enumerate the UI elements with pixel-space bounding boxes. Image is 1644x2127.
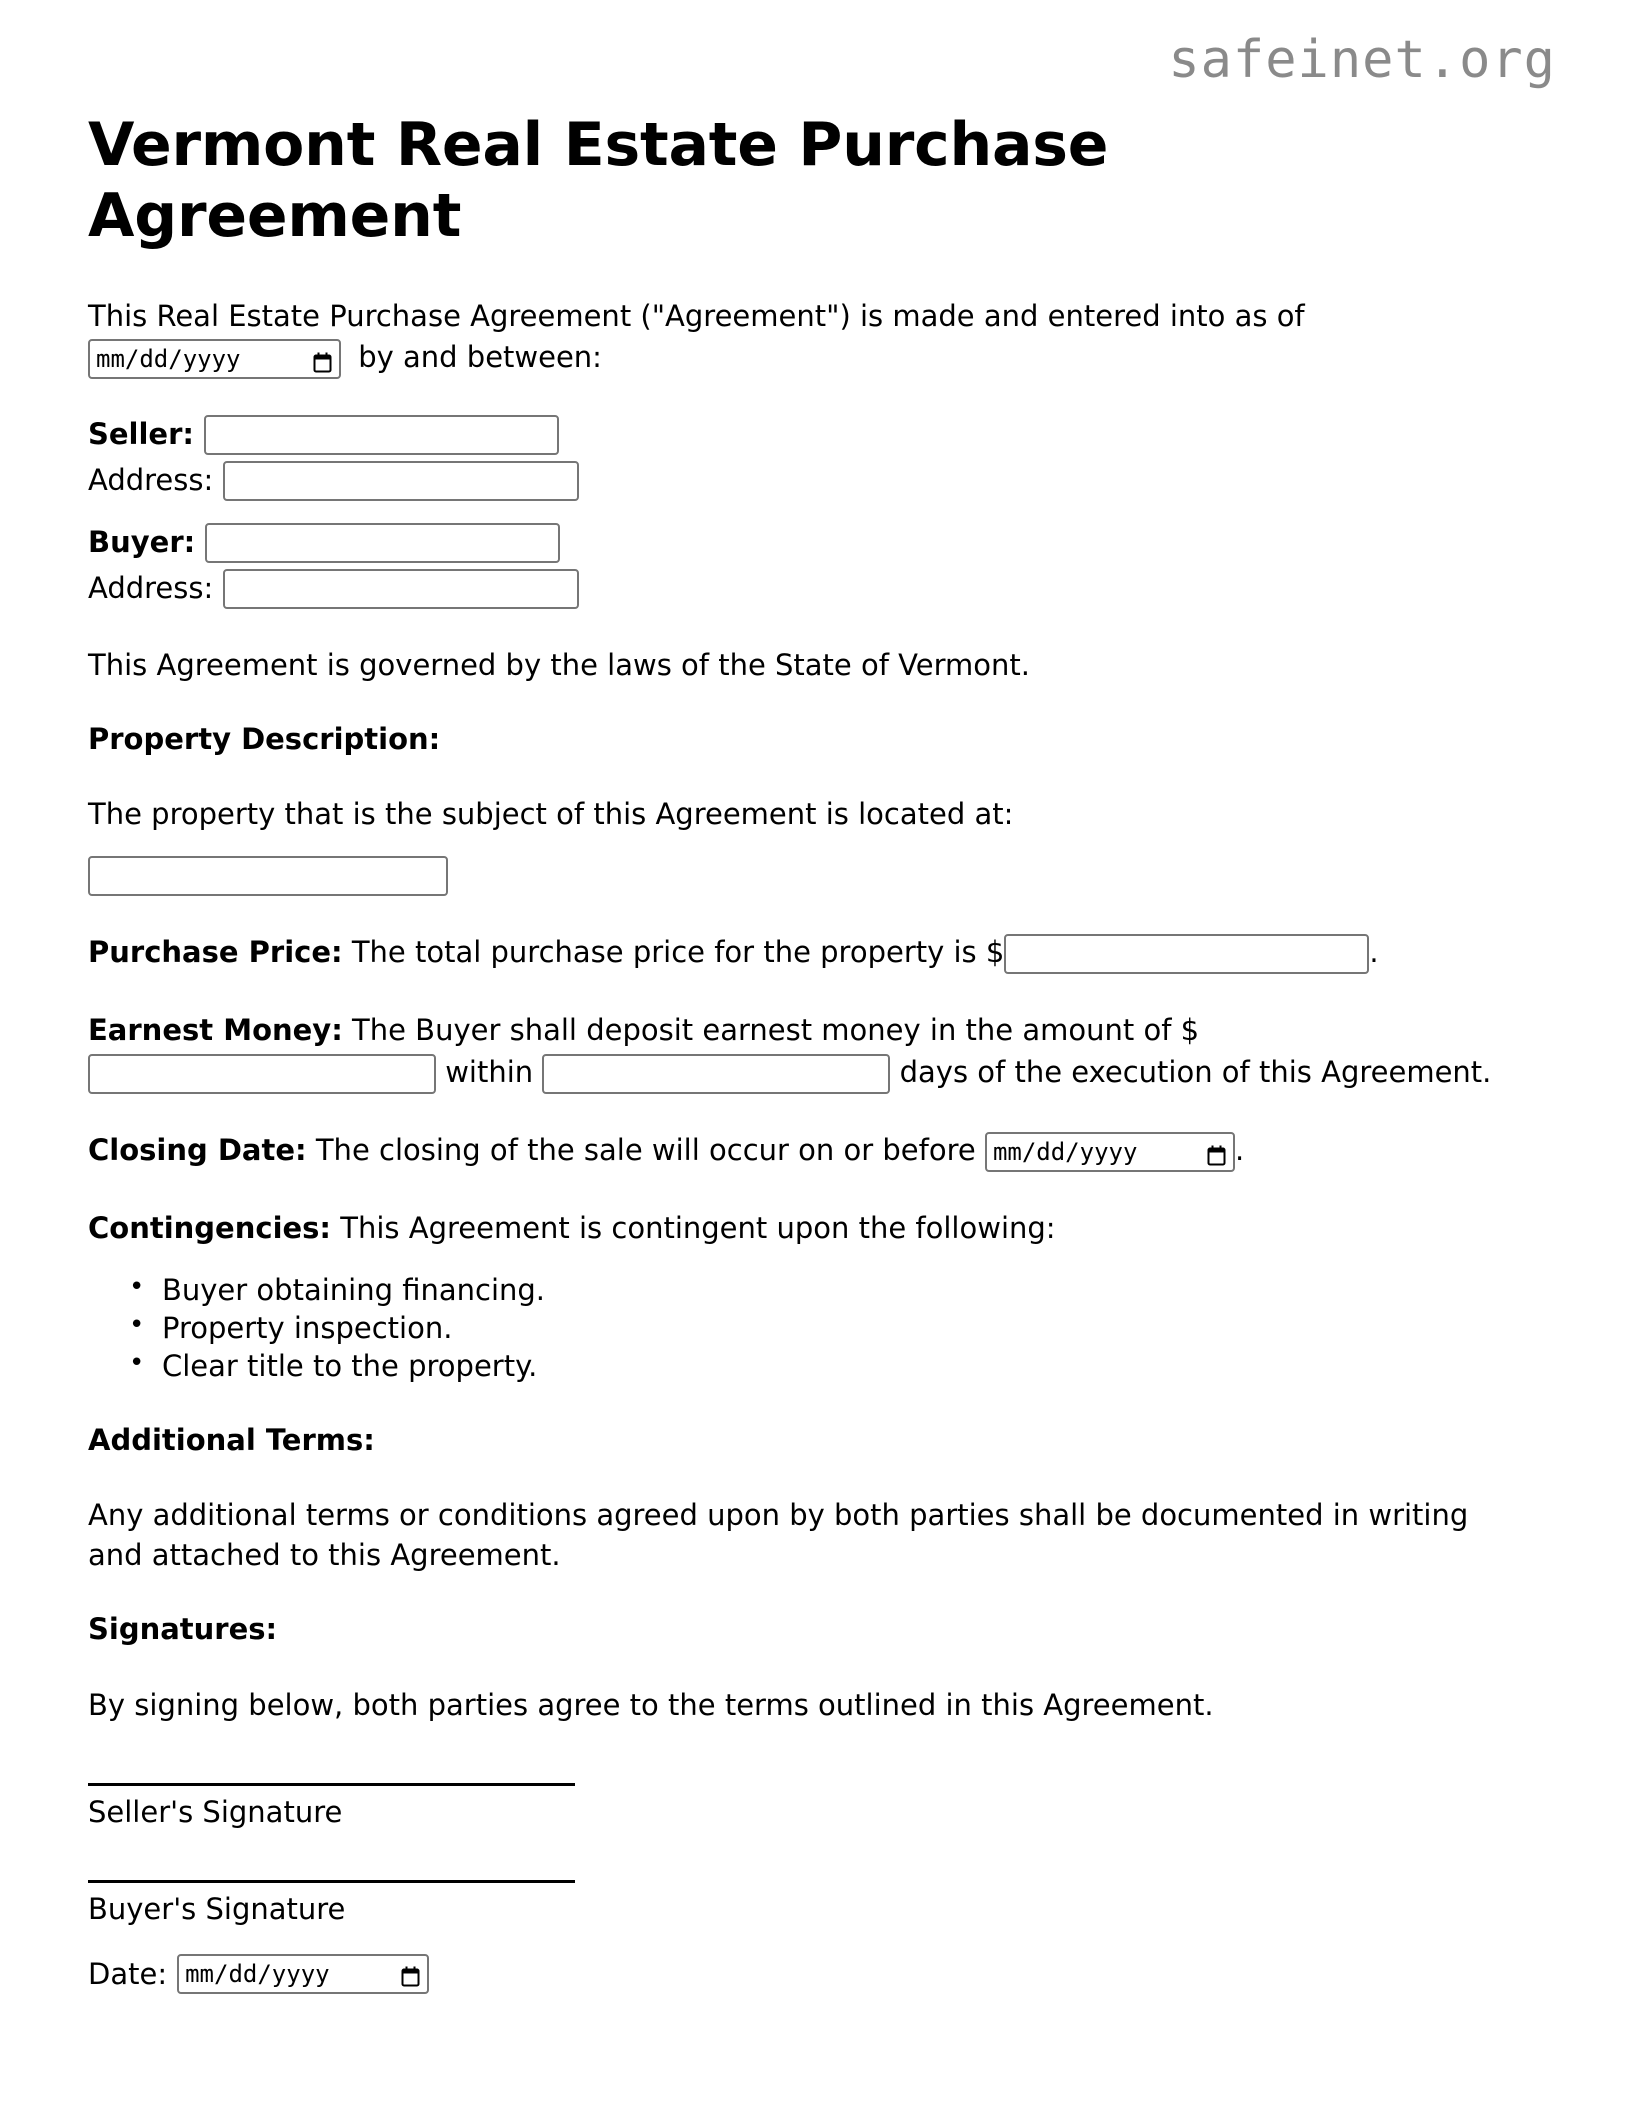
spacer — [88, 1249, 1556, 1271]
closing-date-text: The closing of the sale will occur on or before — [315, 1132, 976, 1167]
contingencies-text: This Agreement is contingent upon the following: — [340, 1210, 1056, 1245]
intro-text-after-date: by and between: — [358, 339, 602, 374]
page-title: Vermont Real Estate Purchase Agreement — [88, 110, 1109, 251]
closing-date-line — [88, 1130, 1556, 1172]
spacer — [88, 1172, 1556, 1208]
spacer — [88, 758, 1556, 794]
spacer — [88, 1928, 1556, 1954]
buyer-address-row — [88, 569, 1556, 609]
earnest-money-label: Earnest Money: — [88, 1013, 343, 1048]
intro-paragraph — [88, 296, 1556, 379]
list-item: • Buyer obtaining financing. — [162, 1271, 1556, 1309]
signatures-heading: Signatures: — [88, 1612, 278, 1647]
spacer — [88, 1094, 1556, 1130]
seller-signature-caption: Seller's Signature — [88, 1795, 343, 1830]
spacer — [88, 974, 1556, 1010]
earnest-money-days-input[interactable] — [542, 1054, 890, 1094]
earnest-money-amount-input[interactable] — [88, 1054, 436, 1094]
calendar-icon — [313, 348, 332, 369]
purchase-price-line — [88, 932, 1556, 974]
earnest-money-text-before: The Buyer shall deposit earnest money in the amount of $ — [352, 1013, 1200, 1048]
governing-law-paragraph: This Agreement is governed by the laws of the State of Vermont. — [88, 647, 1030, 682]
list-item: • Clear title to the property. — [162, 1347, 1556, 1385]
intro-text-before-date: This Real Estate Purchase Agreement ("Agreement") is made and entered into as of — [88, 298, 1305, 333]
property-description-heading: Property Description: — [88, 721, 441, 756]
list-item: • Property inspection. — [162, 1309, 1556, 1347]
buyer-row — [88, 523, 1556, 563]
additional-terms-heading: Additional Terms: — [88, 1422, 375, 1457]
spacer — [88, 1386, 1556, 1422]
purchase-price-period: . — [1369, 935, 1379, 970]
seller-address-label: Address: — [88, 462, 214, 497]
seller-row — [88, 415, 1556, 455]
spacer — [88, 501, 1556, 523]
agreement-date-input[interactable] — [88, 339, 341, 379]
purchase-price-label: Purchase Price: — [88, 935, 343, 970]
spacer — [88, 1725, 1556, 1783]
spacer — [88, 896, 1556, 932]
closing-date-label: Closing Date: — [88, 1132, 307, 1167]
seller-name-input[interactable] — [204, 415, 559, 455]
buyer-address-label: Address: — [88, 570, 214, 605]
signatures-text: By signing below, both parties agree to the terms outlined in this Agreement. — [88, 1688, 1214, 1723]
buyer-label: Buyer: — [88, 524, 196, 559]
closing-date-period: . — [1234, 1132, 1245, 1167]
property-description-text: The property that is the subject of this Agreement is located at: — [88, 797, 1014, 832]
buyer-address-input[interactable] — [223, 569, 579, 609]
property-address-input[interactable] — [88, 856, 448, 896]
site-watermark: safeinet.org — [1168, 30, 1556, 90]
buyer-signature-caption: Buyer's Signature — [88, 1891, 346, 1926]
closing-date-input[interactable] — [985, 1132, 1235, 1172]
spacer — [88, 252, 1556, 296]
buyer-signature-line — [88, 1880, 575, 1883]
closing-date-placeholder: mm/dd/yyyy — [992, 1137, 1138, 1166]
agreement-date-placeholder: mm/dd/yyyy — [96, 344, 241, 373]
spacer — [88, 1832, 1556, 1880]
spacer — [88, 609, 1556, 645]
spacer — [88, 1575, 1556, 1611]
spacer — [88, 834, 1556, 856]
buyer-name-input[interactable] — [205, 523, 560, 563]
spacer — [88, 379, 1556, 415]
purchase-price-input[interactable] — [1004, 934, 1369, 974]
spacer — [88, 685, 1556, 721]
signature-date-input[interactable] — [177, 1954, 429, 1994]
seller-address-row — [88, 461, 1556, 501]
seller-label: Seller: — [88, 416, 195, 451]
seller-address-input[interactable] — [223, 461, 579, 501]
signature-date-label: Date: — [88, 1956, 168, 1991]
calendar-icon — [1207, 1141, 1226, 1162]
spacer — [88, 1459, 1556, 1495]
purchase-price-text: The total purchase price for the property is $ — [351, 935, 1005, 970]
signature-date-placeholder: mm/dd/yyyy — [185, 1960, 330, 1989]
calendar-icon — [401, 1964, 420, 1985]
additional-terms-text: Any additional terms or conditions agreed upon by both parties shall be documented in writing and attached to this Agreement. — [88, 1498, 1469, 1573]
contingencies-list — [88, 1271, 1556, 1386]
earnest-money-within-text: within — [445, 1054, 534, 1089]
seller-signature-line — [88, 1783, 575, 1786]
contingencies-line — [88, 1208, 1556, 1249]
earnest-money-block — [88, 1010, 1556, 1093]
contingencies-label: Contingencies: — [88, 1210, 332, 1245]
spacer — [88, 1649, 1556, 1685]
signature-date-row — [88, 1954, 1556, 1994]
earnest-money-text-after: days of the execution of this Agreement. — [899, 1054, 1492, 1089]
